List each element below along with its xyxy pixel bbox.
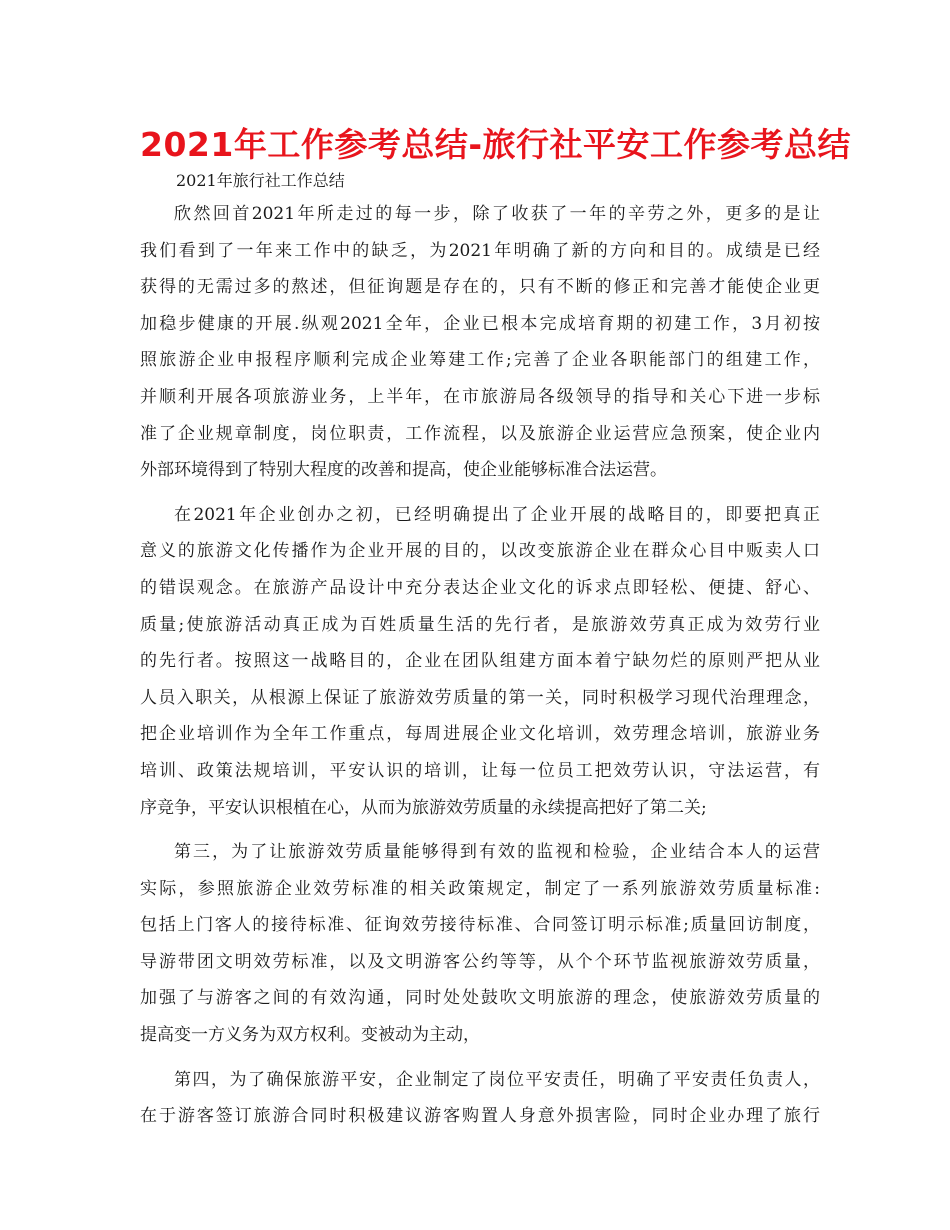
text-line: 培训、政策法规培训，平安认识的培训，让每一位员工把效劳认识，守法运营，有 bbox=[140, 760, 820, 781]
document-subheading: 2021年旅行社工作总结 bbox=[176, 171, 345, 190]
document-title: 2021年工作参考总结-旅行社平安工作参考总结 bbox=[140, 125, 852, 164]
text-line: 外部环境得到了特别大程度的改善和提高，使企业能够标准合法运营。 bbox=[140, 460, 667, 481]
text-line: 我们看到了一年来工作中的缺乏，为2021年明确了新的方向和目的。成绩是已经 bbox=[140, 240, 820, 261]
text-line: 加强了与游客之间的有效沟通，同时处处鼓吹文明旅游的理念，使旅游效劳质量的 bbox=[140, 988, 820, 1009]
text-line: 把企业培训作为全年工作重点，每周进展企业文化培训，效劳理念培训，旅游业务 bbox=[140, 724, 820, 745]
text-line: 并顺利开展各项旅游业务，上半年，在市旅游局各级领导的指导和关心下进一步标 bbox=[140, 386, 820, 407]
text-line: 在2021年企业创办之初，已经明确提出了企业开展的战略目的，即要把真正 bbox=[174, 504, 820, 525]
text-line: 包括上门客人的接待标准、征询效劳接待标准、合同签订明示标准;质量回访制度， bbox=[140, 915, 820, 936]
text-line: 的错误观念。在旅游产品设计中充分表达企业文化的诉求点即轻松、便捷、舒心、 bbox=[140, 577, 820, 598]
text-line: 加稳步健康的开展.纵观2021全年，企业已根本完成培育期的初建工作，3月初按 bbox=[140, 313, 820, 334]
paragraph-3 bbox=[140, 834, 820, 1054]
text-line: 实际，参照旅游企业效劳标准的相关政策规定，制定了一系列旅游效劳质量标准: bbox=[140, 878, 820, 899]
text-line: 序竞争，平安认识根植在心，从而为旅游效劳质量的永续提高把好了第二关; bbox=[140, 797, 707, 818]
text-line: 在于游客签订旅游合同时积极建议游客购置人身意外损害险，同时企业办理了旅行 bbox=[140, 1106, 820, 1127]
text-line: 欣然回首2021年所走过的每一步，除了收获了一年的辛劳之外，更多的是让 bbox=[174, 204, 820, 224]
document-body bbox=[140, 166, 820, 1135]
text-line: 准了企业规章制度，岗位职责，工作流程，以及旅游企业运营应急预案，使企业内 bbox=[140, 423, 820, 444]
text-line: 人员入职关，从根源上保证了旅游效劳质量的第一关，同时积极学习现代治理理念， bbox=[140, 687, 820, 708]
text-line: 提高变一方义务为双方权利。变被动为主动， bbox=[140, 1025, 480, 1046]
text-line: 照旅游企业申报程序顺利完成企业筹建工作;完善了企业各职能部门的组建工作， bbox=[140, 350, 820, 371]
text-line: 的先行者。按照这一战略目的，企业在团队组建方面本着宁缺勿烂的原则严把从业 bbox=[140, 651, 820, 672]
text-line: 第三，为了让旅游效劳质量能够得到有效的监视和检验，企业结合本人的运营 bbox=[174, 842, 820, 863]
text-line: 第四，为了确保旅游平安，企业制定了岗位平安责任，明确了平安责任负责人， bbox=[174, 1069, 820, 1090]
text-line: 意义的旅游文化传播作为企业开展的目的，以改变旅游企业在群众心目中贩卖人口 bbox=[140, 541, 820, 562]
text-line: 导游带团文明效劳标准，以及文明游客公约等等，从个个环节监视旅游效劳质量， bbox=[140, 951, 820, 972]
paragraph-1 bbox=[140, 196, 820, 489]
text-line: 获得的无需过多的熬述，但征询题是存在的，只有不断的修正和完善才能使企业更 bbox=[140, 277, 820, 298]
paragraph-4 bbox=[140, 1062, 820, 1135]
paragraph-2 bbox=[140, 497, 820, 826]
text-line: 质量;使旅游活动真正成为百姓质量生活的先行者，是旅游效劳真正成为效劳行业 bbox=[140, 614, 820, 635]
